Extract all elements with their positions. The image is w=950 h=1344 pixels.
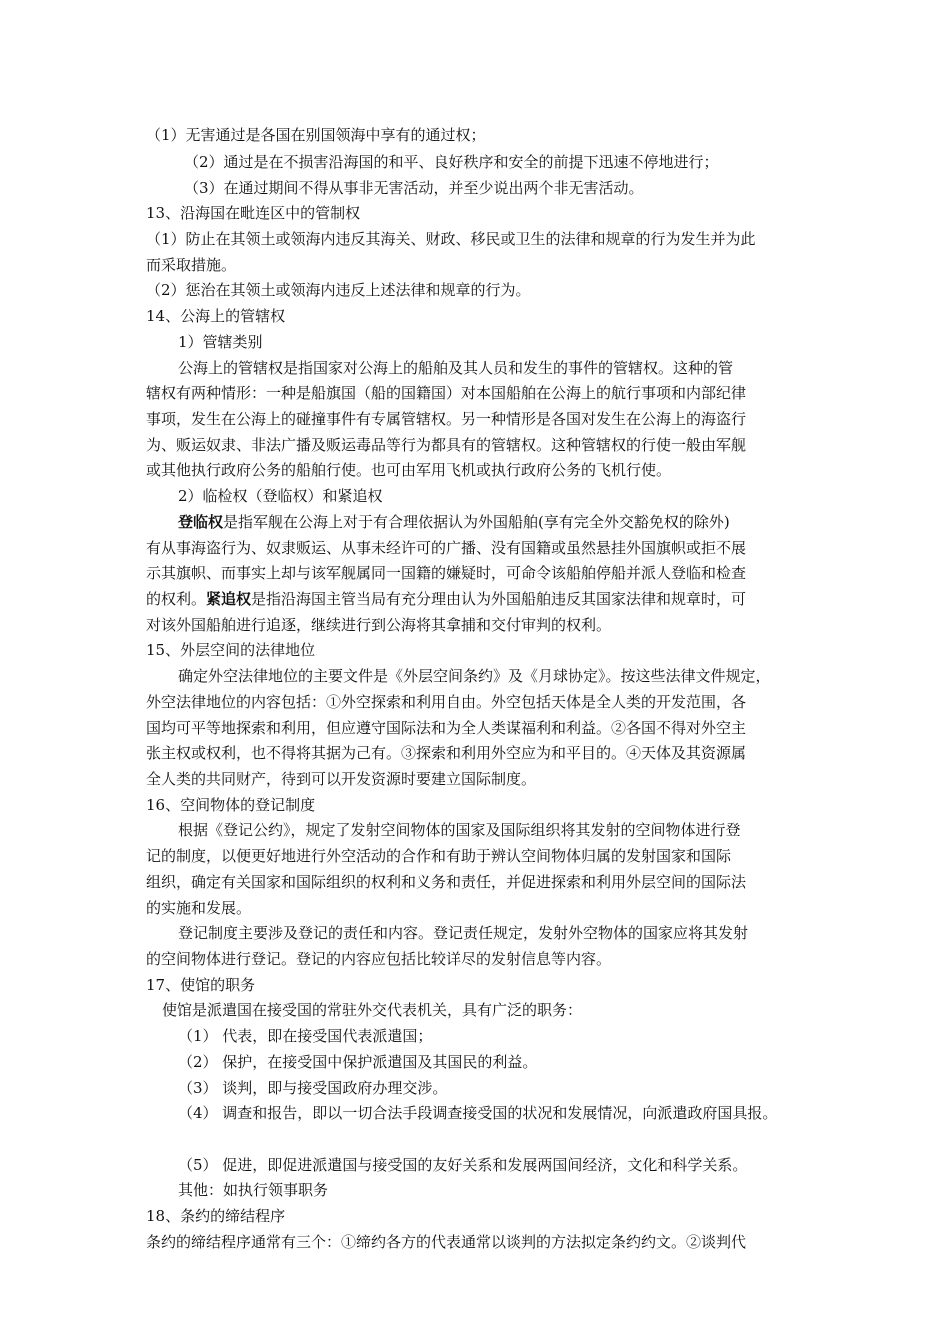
- list-item: （3） 谈判，即与接受国政府办理交涉。: [178, 1079, 448, 1097]
- text-line: 有从事海盗行为、奴隶贩运、从事未经许可的广播、没有国籍或虽然悬挂外国旗帜或拒不展: [146, 539, 747, 557]
- text-span: 是指沿海国主管当局有充分理由认为外国船舶违反其国家法律和规章时，可: [251, 590, 747, 608]
- text-span: 是指军舰在公海上对于有合理依据认为外国船舶(享有完全外交豁免权的除外): [223, 513, 730, 531]
- list-item: （1） 代表，即在接受国代表派遣国；: [178, 1027, 433, 1045]
- subsection-heading: 1）管辖类别: [178, 333, 263, 351]
- text-line: （2）通过是在不损害沿海国的和平、良好秩序和安全的前提下迅速不停地进行；: [184, 153, 719, 171]
- text-span: 的权利。: [146, 590, 207, 608]
- text-line: 其他：如执行领事职务: [178, 1181, 329, 1199]
- text-line: [178, 510, 848, 534]
- section-heading: 18、条约的缔结程序: [146, 1207, 286, 1225]
- text-line: 组织，确定有关国家和国际组织的权利和义务和责任，并促进探索和利用外层空间的国际法: [146, 873, 747, 891]
- text-line: 记的制度，以便更好地进行外空活动的合作和有助于辨认空间物体归属的发射国家和国际: [146, 847, 732, 865]
- text-line: 确定外空法律地位的主要文件是《外层空间条约》及《月球协定》。按这些法律文件规定，: [178, 667, 771, 685]
- text-line: 根据《登记公约》，规定了发射空间物体的国家及国际组织将其发射的空间物体进行登: [178, 821, 741, 839]
- text-line: （1）防止在其领土或领海内违反其海关、财政、移民或卫生的法律和规章的行为发生并为此: [146, 230, 756, 248]
- section-heading: 17、使馆的职务: [146, 976, 256, 994]
- text-line: 公海上的管辖权是指国家对公海上的船舶及其人员和发生的事件的管辖权。这种的管: [178, 359, 734, 377]
- text-line: 为、贩运奴隶、非法广播及贩运毒品等行为都具有的管辖权。这种管辖权的行使一般由军舰: [146, 436, 747, 454]
- text-line: （2）惩治在其领土或领海内违反上述法律和规章的行为。: [146, 281, 531, 299]
- bold-term-pursuit: 紧追权: [206, 590, 252, 608]
- section-heading: 13、沿海国在毗连区中的管制权: [146, 204, 361, 222]
- list-item: （4） 调查和报告，即以一切合法手段调查接受国的状况和发展情况，向派遣政府国具报。: [178, 1104, 778, 1122]
- list-item: （5） 促进，即促进派遣国与接受国的友好关系和发展两国间经济，文化和科学关系。: [178, 1156, 748, 1174]
- text-line: 事项，发生在公海上的碰撞事件有专属管辖权。另一种情形是各国对发生在公海上的海盗行: [146, 410, 747, 428]
- text-line: 对该外国船舶进行追逐，继续进行到公海将其拿捕和交付审判的权利。: [146, 616, 612, 634]
- text-line: 辖权有两种情形：一种是船旗国（船的国籍国）对本国船舶在公海上的航行事项和内部纪律: [146, 384, 747, 402]
- list-item: （2） 保护，在接受国中保护派遣国及其国民的利益。: [178, 1053, 538, 1071]
- text-line: 的空间物体进行登记。登记的内容应包括比较详尽的发射信息等内容。: [146, 950, 612, 968]
- text-line: [146, 587, 816, 611]
- text-line: 使馆是派遣国在接受国的常驻外交代表机关，具有广泛的职务：: [162, 1001, 583, 1019]
- text-line: 国均可平等地探索和利用，但应遵守国际法和为全人类谋福利和利益。②各国不得对外空主: [146, 719, 747, 737]
- section-heading: 16、空间物体的登记制度: [146, 796, 316, 814]
- section-heading: 14、公海上的管辖权: [146, 307, 286, 325]
- text-line: 的实施和发展。: [146, 899, 252, 917]
- text-line: 而采取措施。: [146, 256, 237, 274]
- subsection-heading: 2）临检权（登临权）和紧追权: [178, 487, 383, 505]
- bold-term-boarding: 登临权: [178, 513, 224, 531]
- section-heading: 15、外层空间的法律地位: [146, 641, 316, 659]
- text-line: 登记制度主要涉及登记的责任和内容。登记责任规定，发射外空物体的国家应将其发射: [178, 924, 749, 942]
- text-line: 示其旗帜、而事实上却与该军舰属同一国籍的嫌疑时，可命令该船舶停船并派人登临和检查: [146, 564, 747, 582]
- text-line: 外空法律地位的内容包括：①外空探索和利用自由。外空包括天体是全人类的开发范围，各: [146, 693, 747, 711]
- text-line: 或其他执行政府公务的船舶行使。也可由军用飞机或执行政府公务的飞机行使。: [146, 461, 672, 479]
- text-line: （1）无害通过是各国在别国领海中享有的通过权；: [146, 126, 486, 144]
- text-line: 张主权或权利，也不得将其据为己有。③探索和利用外空应为和平目的。④天体及其资源属: [146, 744, 747, 762]
- text-line: 全人类的共同财产，待到可以开发资源时要建立国际制度。: [146, 770, 537, 788]
- text-line: 条约的缔结程序通常有三个：①缔约各方的代表通常以谈判的方法拟定条约约文。②谈判代: [146, 1233, 747, 1251]
- text-line: （3）在通过期间不得从事非无害活动，并至少说出两个非无害活动。: [184, 179, 644, 197]
